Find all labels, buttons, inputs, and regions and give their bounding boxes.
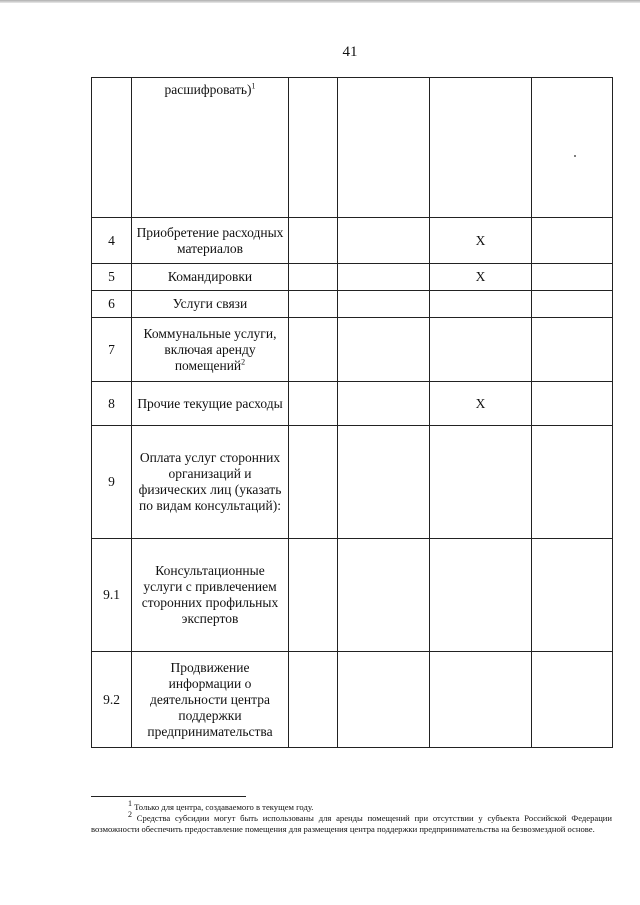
row-cell (338, 426, 430, 539)
row-cell (532, 218, 613, 264)
row-cell (338, 539, 430, 652)
table-row (92, 426, 613, 539)
row-item: Услуги связи (132, 291, 289, 318)
row-item: Прочие текущие расходы (132, 382, 289, 426)
row-cell (338, 218, 430, 264)
row-cell (289, 382, 338, 426)
row-cell (338, 291, 430, 318)
row-cell (532, 426, 613, 539)
row-cell (338, 78, 430, 218)
row-mark (430, 652, 532, 748)
row-item: Командировки (132, 264, 289, 291)
footnote-divider (91, 796, 246, 797)
row-cell (289, 218, 338, 264)
row-number: 8 (92, 382, 132, 426)
row-cell (289, 539, 338, 652)
table-row (92, 539, 613, 652)
table-row (92, 291, 613, 318)
row-cell (338, 382, 430, 426)
row-cell (532, 78, 613, 218)
row-number: 9 (92, 426, 132, 539)
row-cell (532, 652, 613, 748)
table-row (92, 264, 613, 291)
row-cell (289, 652, 338, 748)
expense-table (91, 77, 613, 748)
row-mark: X (430, 264, 532, 291)
row-cell (338, 652, 430, 748)
row-cell (289, 291, 338, 318)
row-mark: X (430, 218, 532, 264)
table-row (92, 218, 613, 264)
row-cell (289, 318, 338, 382)
footnotes (91, 799, 612, 835)
row-cell (532, 264, 613, 291)
row-number: 9.2 (92, 652, 132, 748)
row-mark (430, 78, 532, 218)
footnote-1: $^1$ Только для центра, создаваемого в текущем году. (128, 799, 314, 812)
row-item: Приобретение расходных материалов (132, 218, 289, 264)
row-cell (532, 318, 613, 382)
table-row (92, 382, 613, 426)
row-mark (430, 426, 532, 539)
table-row (92, 318, 613, 382)
row-number: 7 (92, 318, 132, 382)
row-cell (532, 291, 613, 318)
scan-edge (0, 0, 640, 3)
row-cell (338, 264, 430, 291)
scan-speck (574, 155, 576, 157)
row-number: 5 (92, 264, 132, 291)
row-item: Коммунальные услуги, включая аренду помещений$^2$ (132, 318, 289, 382)
row-item: расшифровать)$^1$ (132, 78, 289, 218)
row-item: Оплата услуг сторонних организаций и физических лиц (указать по видам консультаций): (132, 426, 289, 539)
page-number: 41 (342, 44, 358, 60)
row-cell (289, 426, 338, 539)
table-row (92, 652, 613, 748)
row-number: 9.1 (92, 539, 132, 652)
row-mark (430, 539, 532, 652)
row-number: 6 (92, 291, 132, 318)
table-row (92, 78, 613, 218)
row-number (92, 78, 132, 218)
row-mark (430, 318, 532, 382)
row-item: Консультационные услуги с привлечением сторонних профильных экспертов (132, 539, 289, 652)
row-number: 4 (92, 218, 132, 264)
row-cell (532, 539, 613, 652)
row-item: Продвижение информации о деятельности центра поддержки предпринимательства (132, 652, 289, 748)
row-cell (338, 318, 430, 382)
row-mark: X (430, 382, 532, 426)
row-cell (289, 78, 338, 218)
row-mark (430, 291, 532, 318)
footnote-2: $^2$ Средства субсидии могут быть использованы для аренды помещений при отсутствии у субъекта Российской Федерации возможности обеспечить предоставление помещения для размещения центра поддержки предпринимательства на безвозмездной основе. (91, 810, 612, 834)
row-cell (289, 264, 338, 291)
row-cell (532, 382, 613, 426)
